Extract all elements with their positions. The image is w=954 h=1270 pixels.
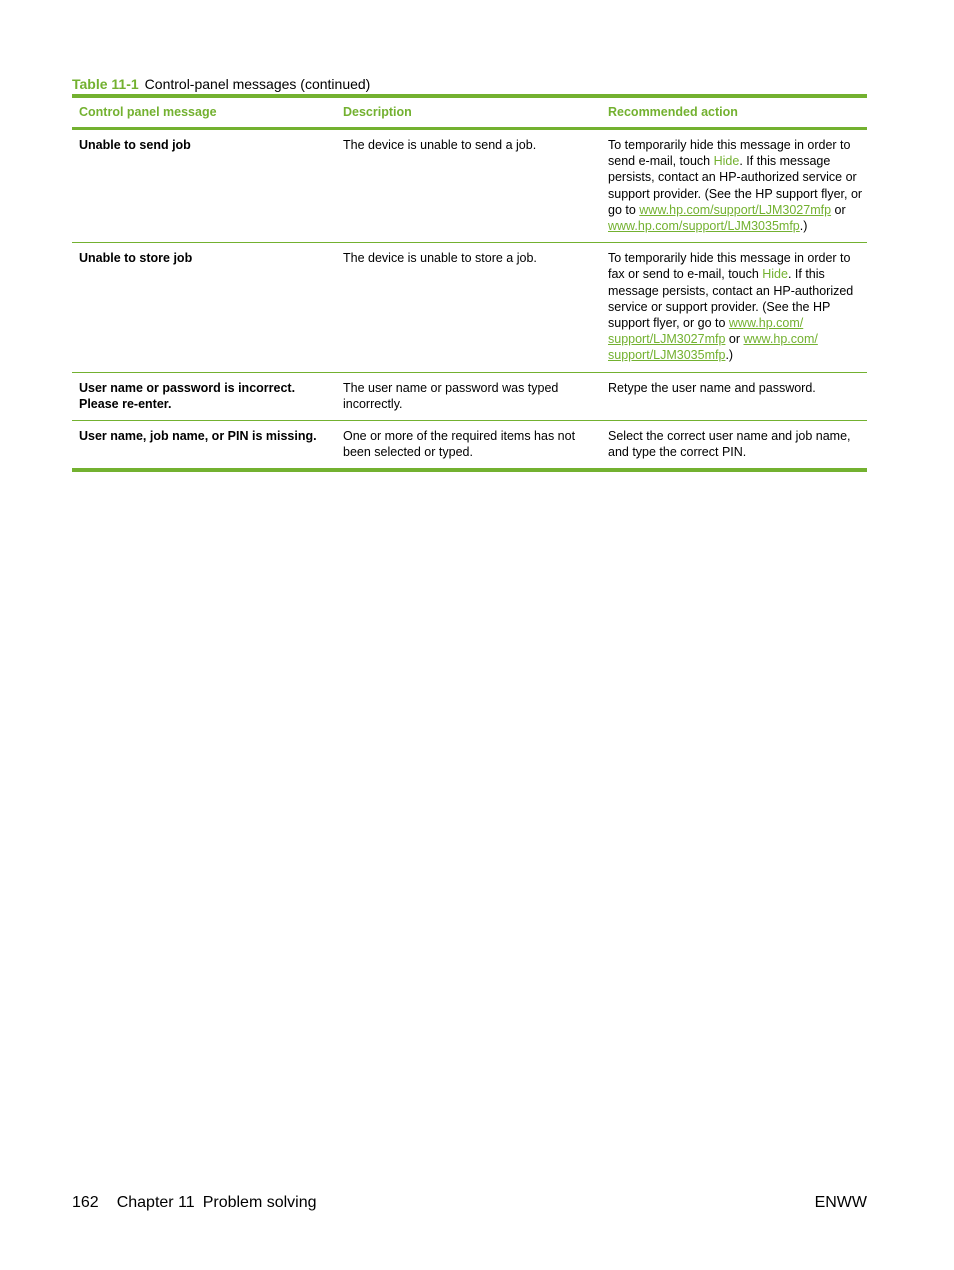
action-cell: Retype the user name and password. — [608, 380, 816, 395]
control-panel-messages-table — [72, 94, 867, 472]
table-row — [72, 130, 867, 243]
header-description: Description — [343, 105, 412, 119]
support-link-ljm3027mfp[interactable]: www.hp.com/ support/LJM3027mfp — [608, 316, 804, 347]
action-cell — [602, 137, 867, 234]
action-text: To temporarily hide this message in order to send e-mail, touch — [608, 138, 851, 169]
table-row — [72, 243, 867, 372]
header-recommended-action: Recommended action — [608, 105, 738, 119]
message-cell: User name, job name, or PIN is missing. — [79, 429, 317, 444]
action-text: or — [831, 202, 846, 217]
message-cell: Unable to send job — [79, 138, 191, 152]
description-cell: The device is unable to send a job. — [343, 138, 537, 152]
locale-label: ENWW — [814, 1194, 867, 1211]
description-cell: The device is unable to store a job. — [343, 251, 537, 266]
description-cell: The user name or password was typed incorrectly. — [343, 380, 559, 411]
table-row — [72, 373, 867, 421]
hide-keyword: Hide — [713, 154, 740, 169]
action-text: . If this message persists, contact an HP-authorized service or support provider. (See the HP support flyer, or go to — [608, 154, 863, 217]
chapter-label: Chapter 11 — [116, 1194, 195, 1211]
chapter-title: Problem solving — [202, 1194, 317, 1211]
description-cell: One or more of the required items has not been selected or typed. — [343, 429, 576, 460]
table-number: Table 11-1 — [72, 76, 139, 92]
support-link-ljm3027mfp[interactable]: www.hp.com/support/LJM3027mfp — [639, 202, 832, 217]
header-control-panel-message: Control panel message — [79, 105, 217, 119]
page-footer — [72, 1193, 867, 1213]
action-cell — [602, 250, 867, 363]
action-text: To temporarily hide this message in order to fax or send to e-mail, touch — [608, 251, 851, 282]
message-cell: Unable to store job — [79, 251, 193, 266]
action-text: .) — [799, 219, 808, 234]
table-header-row — [72, 98, 867, 130]
support-link-ljm3035mfp[interactable]: www.hp.com/ support/LJM3035mfp — [608, 332, 818, 363]
page-number: 162 — [72, 1194, 99, 1211]
footer-left — [72, 1193, 335, 1213]
action-text: . If this message persists, contact an HP-authorized service or support provider. (See the HP support flyer, or go to — [608, 267, 854, 331]
action-text: .) — [725, 348, 734, 363]
table-title: Control-panel messages (continued) — [144, 76, 371, 92]
table-row — [72, 421, 867, 468]
support-link-ljm3035mfp[interactable]: www.hp.com/support/LJM3035mfp — [608, 219, 800, 234]
message-cell: User name or password is incorrect. Please re-enter. — [79, 380, 296, 411]
hide-keyword: Hide — [762, 267, 788, 282]
action-cell: Select the correct user name and job name, and type the correct PIN. — [608, 429, 851, 460]
table-caption — [72, 75, 370, 93]
action-text: or — [725, 332, 744, 347]
